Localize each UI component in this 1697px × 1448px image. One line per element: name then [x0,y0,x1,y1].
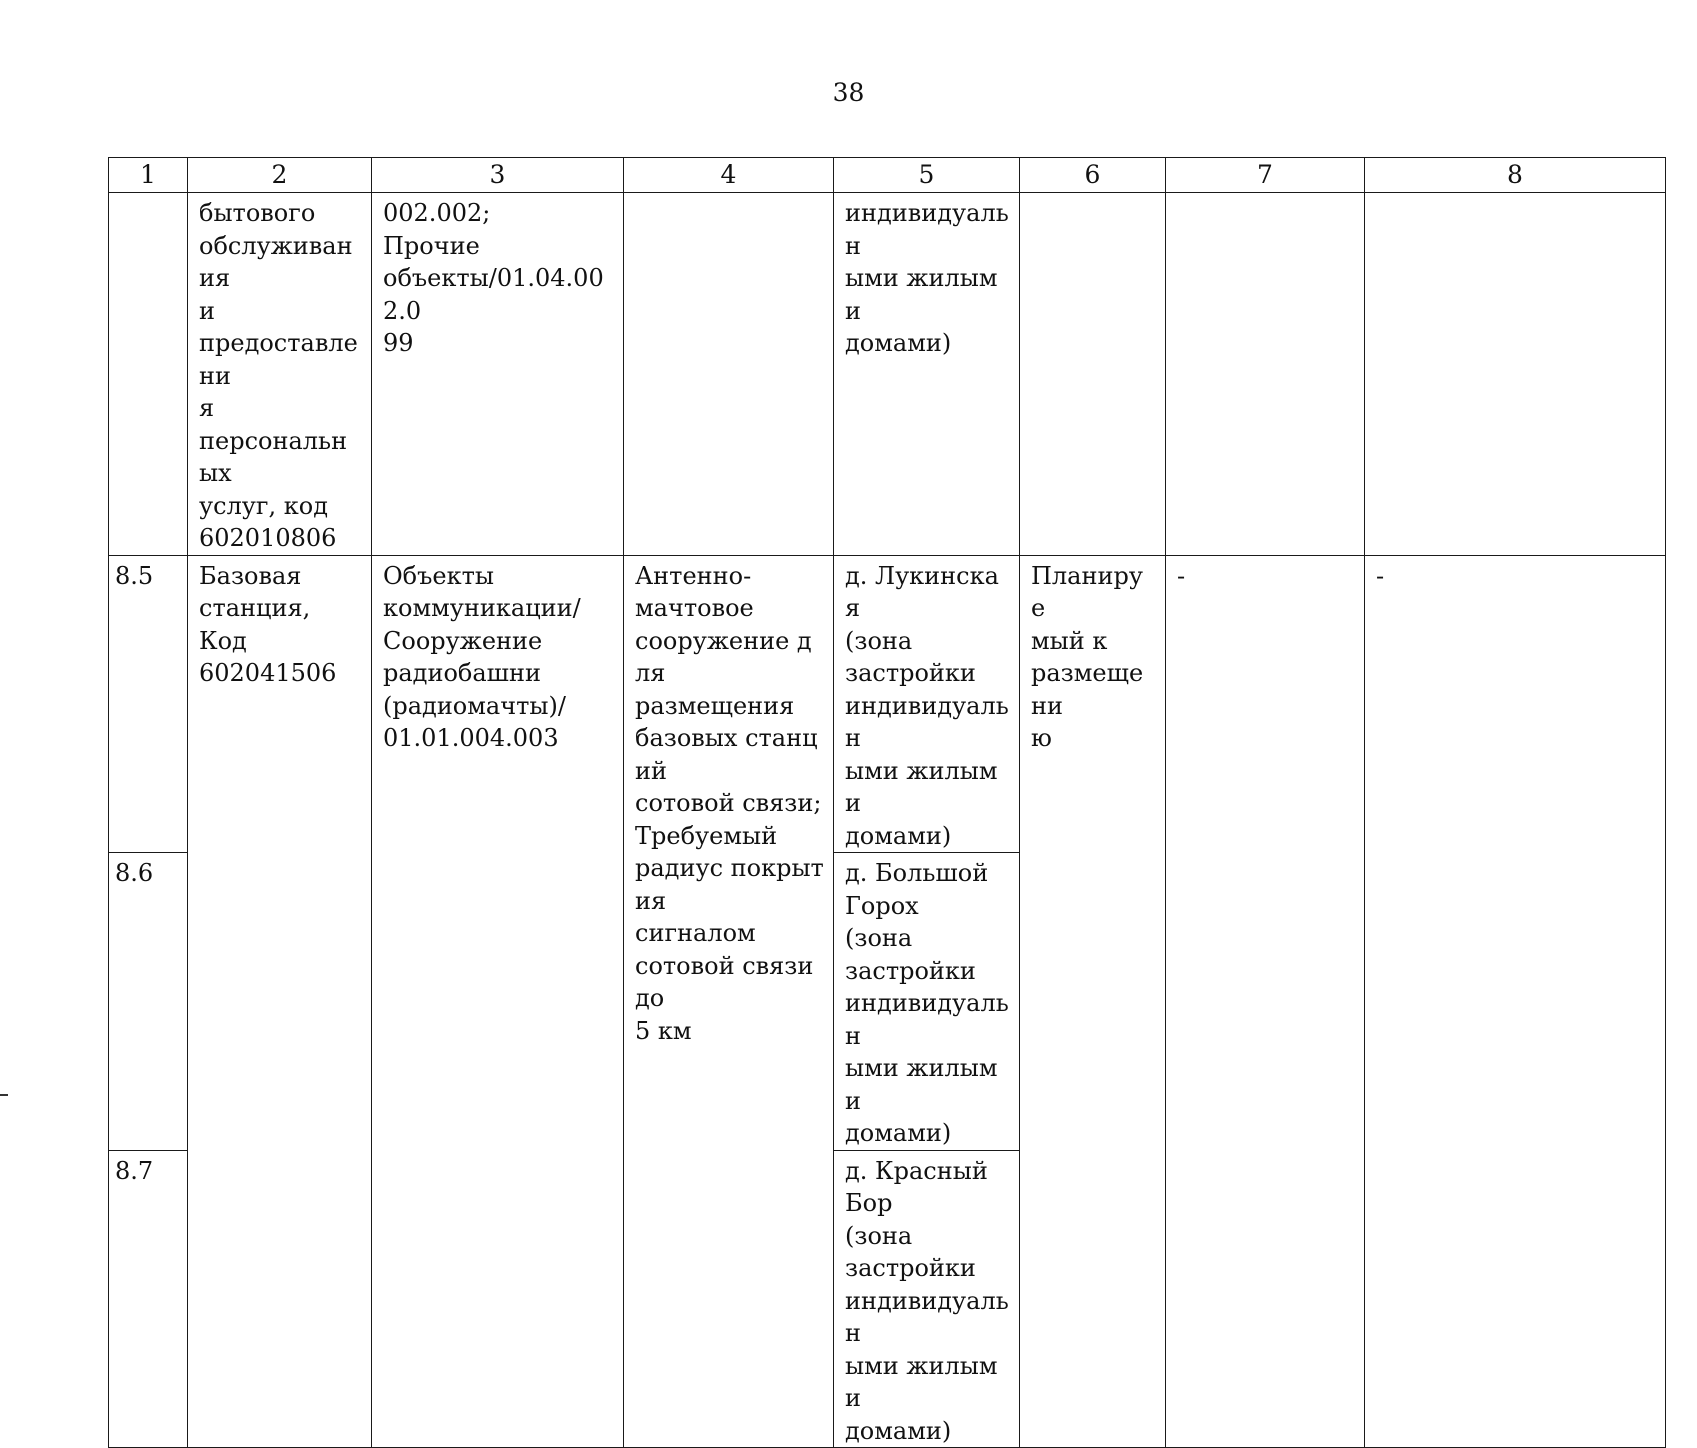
continuation-number-cell [109,193,188,556]
row-8-5-col8-cell: - [1365,555,1666,1448]
header-cell-1: 1 [109,158,188,193]
table-row-continuation [109,193,1666,556]
continuation-col8-cell [1365,193,1666,556]
header-cell-5: 5 [834,158,1020,193]
row-8-5-col7-cell: - [1166,555,1365,1448]
header-cell-6: 6 [1020,158,1166,193]
row-8-7-location-cell: д. Красный Бор (зона застройки индивидуальн ыми жилыми домами) [834,1150,1020,1448]
row-8-5-location-cell: д. Лукинская (зона застройки индивидуальн ыми жилыми домами) [834,555,1020,853]
continuation-col7-cell [1166,193,1365,556]
row-8-6-location-cell: д. Большой Горох (зона застройки индивидуальн ыми жилыми домами) [834,853,1020,1151]
continuation-status-cell [1020,193,1166,556]
row-8-5-purpose-cell: Объекты коммуникации/ Сооружение радиобашни (радиомачты)/ 01.01.004.003 [372,555,624,1448]
row-8-5-characteristics-cell: Антенно- мачтовое сооружение для размещения базовых станций сотовой связи; Требуемый радиус покрытия сигналом сотовой связи до 5 км [624,555,834,1448]
continuation-characteristics-cell [624,193,834,556]
header-cell-7: 7 [1166,158,1365,193]
header-cell-2: 2 [188,158,372,193]
row-8-5-number-cell: 8.5 [109,555,188,853]
continuation-purpose-cell: 002.002; Прочие объекты/01.04.002.0 99 [372,193,624,556]
header-cell-3: 3 [372,158,624,193]
header-cell-8: 8 [1365,158,1666,193]
row-8-5-name-cell: Базовая станция, Код 602041506 [188,555,372,1448]
continuation-name-cell: бытового обслуживания и предоставлени я персональных услуг, код 602010806 [188,193,372,556]
continuation-location-cell: индивидуальн ыми жилыми домами) [834,193,1020,556]
table-header-row [109,158,1666,193]
row-8-5-status-cell: Планируе мый к размещени ю [1020,555,1166,1448]
header-cell-4: 4 [624,158,834,193]
scan-margin-mark [0,1094,8,1096]
objects-table [108,157,1666,1448]
row-8-7-number-cell: 8.7 [109,1150,188,1448]
table-row-8-5 [109,555,1666,853]
page-number: 38 [832,78,865,107]
row-8-6-number-cell: 8.6 [109,853,188,1151]
